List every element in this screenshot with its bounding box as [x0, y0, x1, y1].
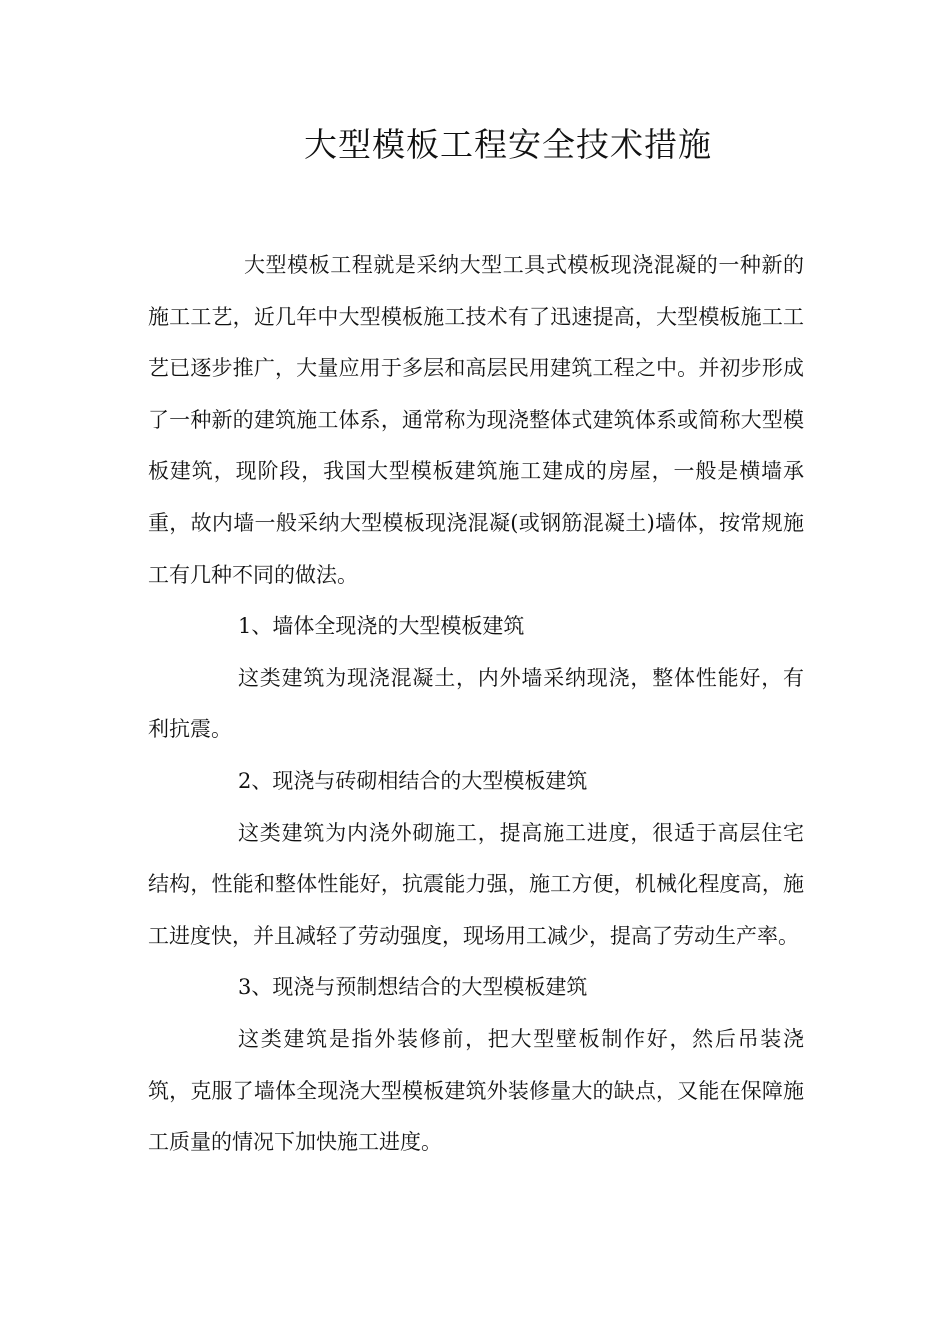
section-1-heading: 1、墙体全现浇的大型模板建筑	[238, 614, 525, 639]
document-title: 大型模板工程安全技术措施	[304, 125, 712, 164]
section-1-paragraph: 这类建筑为现浇混凝土，内外墙采纳现浇，整体性能好，有利抗震。	[148, 665, 804, 742]
section-2-paragraph: 这类建筑为内浇外砌施工，提高施工进度，很适于高层住宅结构，性能和整体性能好，抗震能力强，施工方便，机械化程度高，施工进度快，并且减轻了劳动强度，现场用工减少，提高了劳动生产率。	[148, 820, 804, 948]
section-2-heading: 2、现浇与砖砌相结合的大型模板建筑	[238, 768, 588, 793]
section-3-paragraph: 这类建筑是指外装修前，把大型壁板制作好，然后吊装浇筑，克服了墙体全现浇大型模板建筑外装修量大的缺点，又能在保障施工质量的情况下加快施工进度。	[148, 1026, 804, 1155]
section-3-heading: 3、现浇与预制想结合的大型模板建筑	[238, 975, 588, 1000]
intro-paragraph: 大型模板工程就是采纳大型工具式模板现浇混凝的一种新的施工工艺，近几年中大型模板施工技术有了迅速提高，大型模板施工工艺已逐步推广，大量应用于多层和高层民用建筑工程之中。并初步形成了一种新的建筑施工体系，通常称为现浇整体式建筑体系或简称大型模板建筑，现阶段，我国大型模板建筑施工建成的房屋，一般是横墙承重，故内墙一般采纳大型模板现浇混凝(或钢筋混凝土)墙体，按常规施工有几种不同的做法。	[148, 253, 804, 587]
document-body	[148, 240, 804, 1169]
